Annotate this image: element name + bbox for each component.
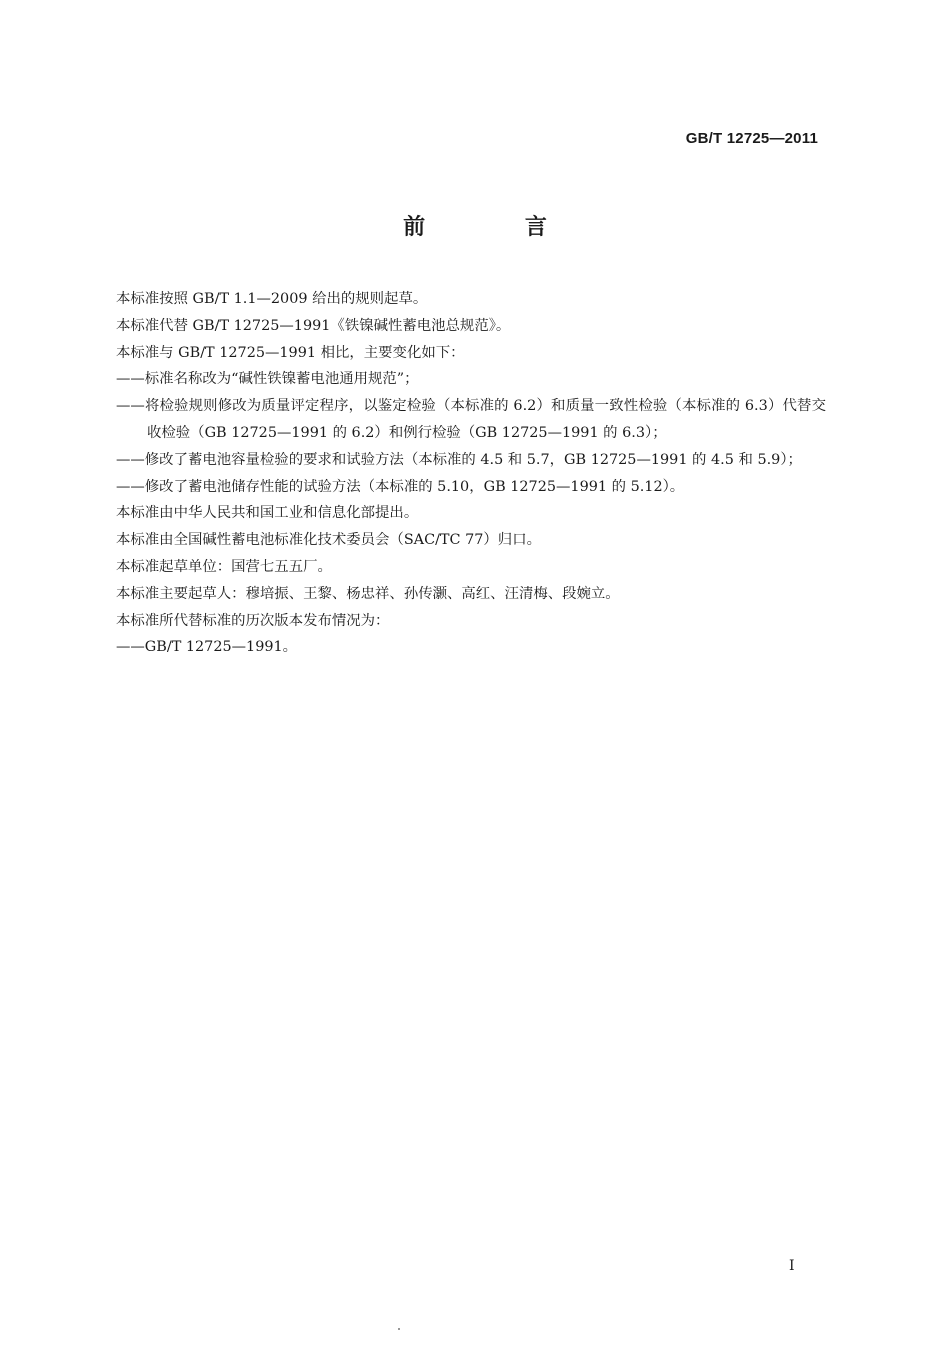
paragraph-drafters: 本标准主要起草人：穆培振、王黎、杨忠祥、孙传灏、高红、汪清梅、段婉立。 [116, 585, 620, 602]
list-item-change: ——将检验规则修改为质量评定程序，以鉴定检验（本标准的 6.2）和质量一致性检验（本标准的 6.3）代替交收检验（GB 12725—1991 的 6.2）和例行检验（GB 12725—1991 的 6.3）； [116, 398, 826, 441]
paragraph-drafting-organization: 本标准起草单位：国营七五五厂。 [116, 558, 332, 575]
paragraph-changes-intro: 本标准与 GB/T 12725—1991 相比，主要变化如下： [116, 344, 465, 361]
paragraph-previous-editions: 本标准所代替标准的历次版本发布情况为： [116, 612, 390, 629]
standard-number: GB/T 12725—2011 [685, 130, 818, 147]
paragraph-proposed-by: 本标准由中华人民共和国工业和信息化部提出。 [116, 505, 419, 522]
page-number: I [789, 1258, 795, 1274]
foreword-body [116, 286, 826, 661]
list-item-change: ——标准名称改为“碱性铁镍蓄电池通用规范”； [116, 371, 419, 388]
paragraph-drafting-rules: 本标准按照 GB/T 1.1—2009 给出的规则起草。 [116, 291, 428, 307]
scan-speck [398, 1328, 400, 1330]
list-item-change: ——修改了蓄电池容量检验的要求和试验方法（本标准的 4.5 和 5.7，GB 12725—1991 的 4.5 和 5.9）； [116, 451, 802, 468]
page-title: 前 言 [403, 215, 593, 240]
paragraph-under-jurisdiction: 本标准由全国碱性蓄电池标准化技术委员会（SAC/TC 77）归口。 [116, 532, 541, 549]
list-item-previous-edition: ——GB/T 12725—1991。 [116, 639, 298, 656]
list-item-change: ——修改了蓄电池储存性能的试验方法（本标准的 5.10，GB 12725—1991 的 5.12）。 [116, 478, 685, 495]
paragraph-replaces: 本标准代替 GB/T 12725—1991《铁镍碱性蓄电池总规范》。 [116, 317, 511, 334]
